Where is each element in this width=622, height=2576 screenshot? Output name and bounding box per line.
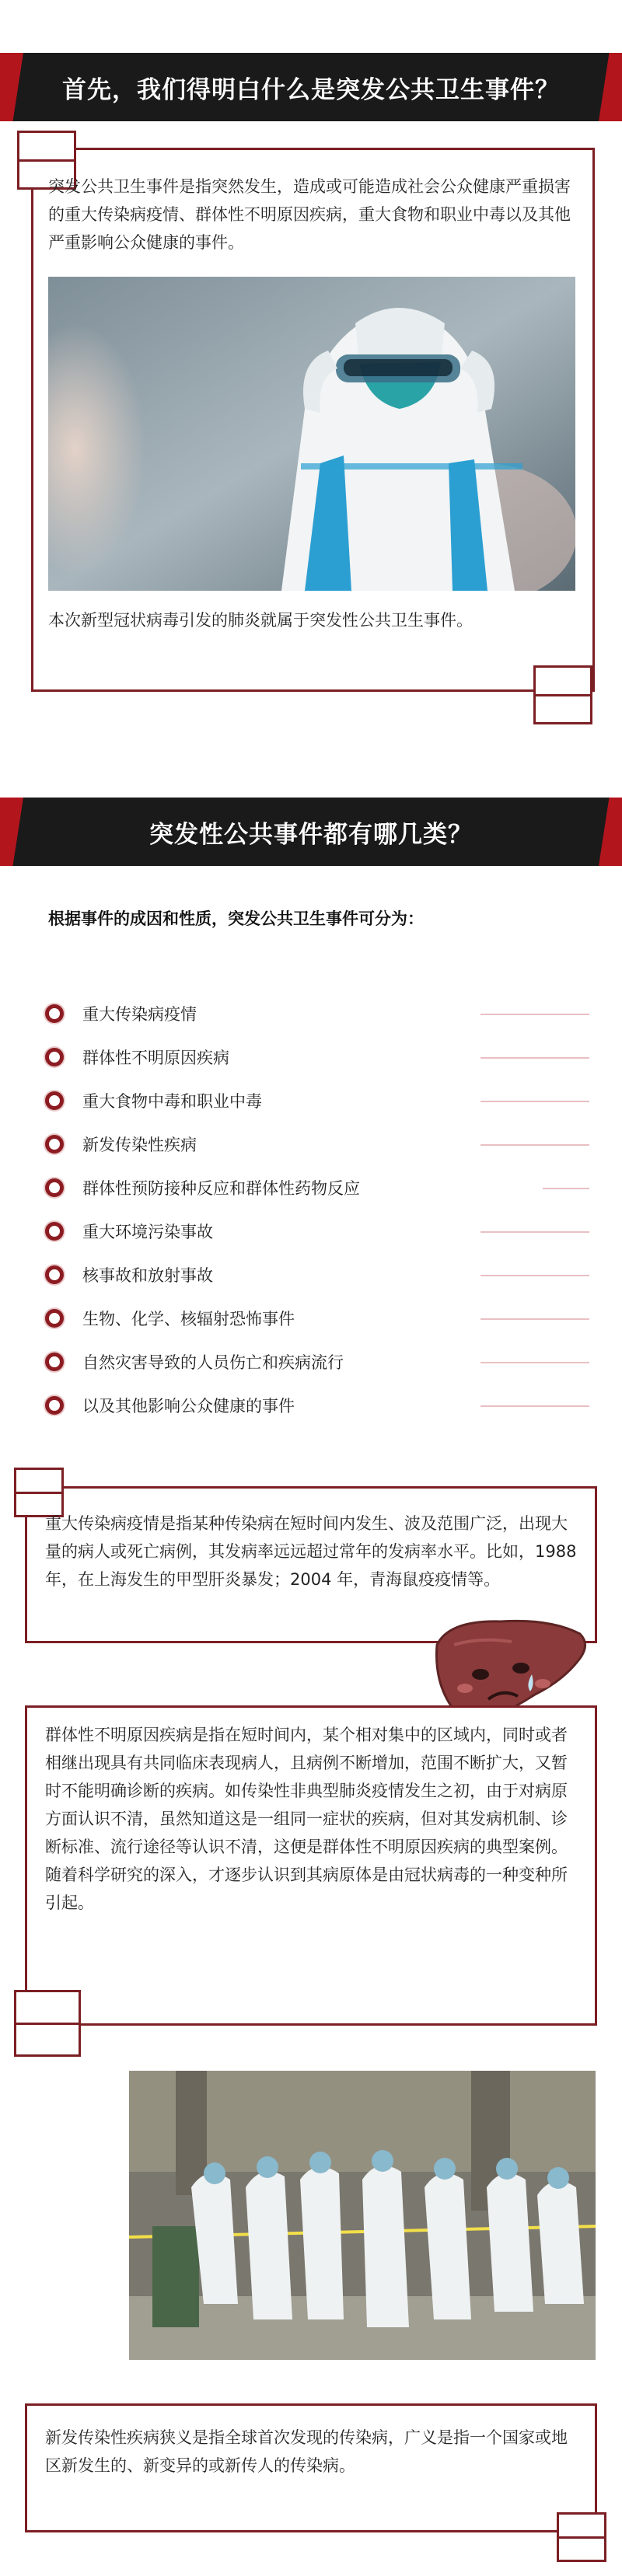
list-item (45, 1035, 589, 1079)
card-corner-decoration (533, 665, 592, 724)
divider-line (543, 1188, 589, 1189)
ring-bullet-icon (45, 1178, 64, 1197)
list-item-label: 重大食物中毒和职业中毒 (82, 1092, 262, 1111)
ring-bullet-icon (45, 1135, 64, 1154)
ring-bullet-icon (45, 1265, 64, 1284)
ring-bullet-icon (45, 1004, 64, 1023)
ring-bullet-icon (45, 1091, 64, 1110)
list-item (45, 1166, 589, 1209)
ring-bullet-icon (45, 1353, 64, 1371)
divider-line (480, 1405, 589, 1407)
section2-title: 突发性公共事件都有哪几类？ (149, 820, 473, 849)
epidemic-text: 重大传染病疫情是指某种传染病在短时间内发生、波及范围广泛，出现大量的病人或死亡病例，其发病率远远超过常年的发病率水平。比如，1988 年，在上海发生的甲型肝炎暴发；2004 年，青海鼠疫疫情等。 (45, 1514, 577, 1589)
section1-title: 首先，我们得明白什么是突发公共卫生事件？ (62, 75, 560, 104)
list-item-label: 生物、化学、核辐射恐怖事件 (82, 1310, 295, 1328)
list-item-label: 重大传染病疫情 (82, 1005, 197, 1024)
list-item-label: 群体性不明原因疾病 (82, 1049, 229, 1067)
section1-banner (0, 53, 622, 121)
list-item (45, 1340, 589, 1384)
card-corner-decoration (14, 1990, 81, 2057)
divider-line (480, 1101, 589, 1102)
photo-caption: 本次新型冠状病毒引发的肺炎就属于突发性公共卫生事件。 (48, 611, 473, 630)
ring-bullet-icon (45, 1309, 64, 1328)
medical-team-photo (129, 2071, 596, 2360)
list-item (45, 1253, 589, 1297)
section2-banner (0, 798, 622, 866)
unknown-disease-text: 群体性不明原因疾病是指在短时间内，某个相对集中的区域内，同时或者相继出现具有共同临床表现病人，且病例不断增加，范围不断扩大，又暂时不能明确诊断的疾病。如传染性非典型肺炎疫情发生之初，由于对病原方面认识不清，虽然知道这是一组同一症状的疾病，但对其发病机制、诊断标准、流行途径等认识不清，这便是群体性不明原因疾病的典型案例。随着科学研究的深入，才逐步认识到其病原体是由冠状病毒的一种变种所引起。 (45, 1726, 568, 1912)
ring-bullet-icon (45, 1396, 64, 1415)
list-item-label: 群体性预防接种反应和群体性药物反应 (82, 1179, 360, 1198)
divider-line (480, 1057, 589, 1059)
divider-line (480, 1144, 589, 1146)
list-item (45, 1079, 589, 1122)
divider-line (480, 1318, 589, 1320)
category-intro: 根据事件的成因和性质，突发公共卫生事件可分为： (48, 909, 424, 928)
list-item-label: 以及其他影响公众健康的事件 (82, 1397, 295, 1415)
list-item (45, 1122, 589, 1166)
list-item (45, 1384, 589, 1427)
divider-line (480, 1231, 589, 1233)
protective-suit-photo (48, 277, 575, 591)
list-item-label: 重大环境污染事故 (82, 1223, 213, 1241)
list-item (45, 992, 589, 1035)
new-infectious-text: 新发传染性疾病狭义是指全球首次发现的传染病，广义是指一个国家或地区新发生的、新变异的或新传人的传染病。 (45, 2428, 568, 2475)
definition-text: 突发公共卫生事件是指突然发生，造成或可能造成社会公众健康严重损害的重大传染病疫情、群体性不明原因疾病，重大食物和职业中毒以及其他严重影响公众健康的事件。 (48, 177, 571, 252)
divider-line (480, 1275, 589, 1276)
list-item-label: 自然灾害导致的人员伤亡和疾病流行 (82, 1353, 344, 1372)
list-item (45, 1297, 589, 1340)
ring-bullet-icon (45, 1048, 64, 1066)
divider-line (480, 1362, 589, 1363)
ring-bullet-icon (45, 1222, 64, 1241)
card-corner-decoration (557, 2512, 606, 2562)
list-item (45, 1209, 589, 1253)
divider-line (480, 1014, 589, 1015)
list-item-label: 新发传染性疾病 (82, 1136, 197, 1154)
list-item-label: 核事故和放射事故 (82, 1266, 213, 1285)
